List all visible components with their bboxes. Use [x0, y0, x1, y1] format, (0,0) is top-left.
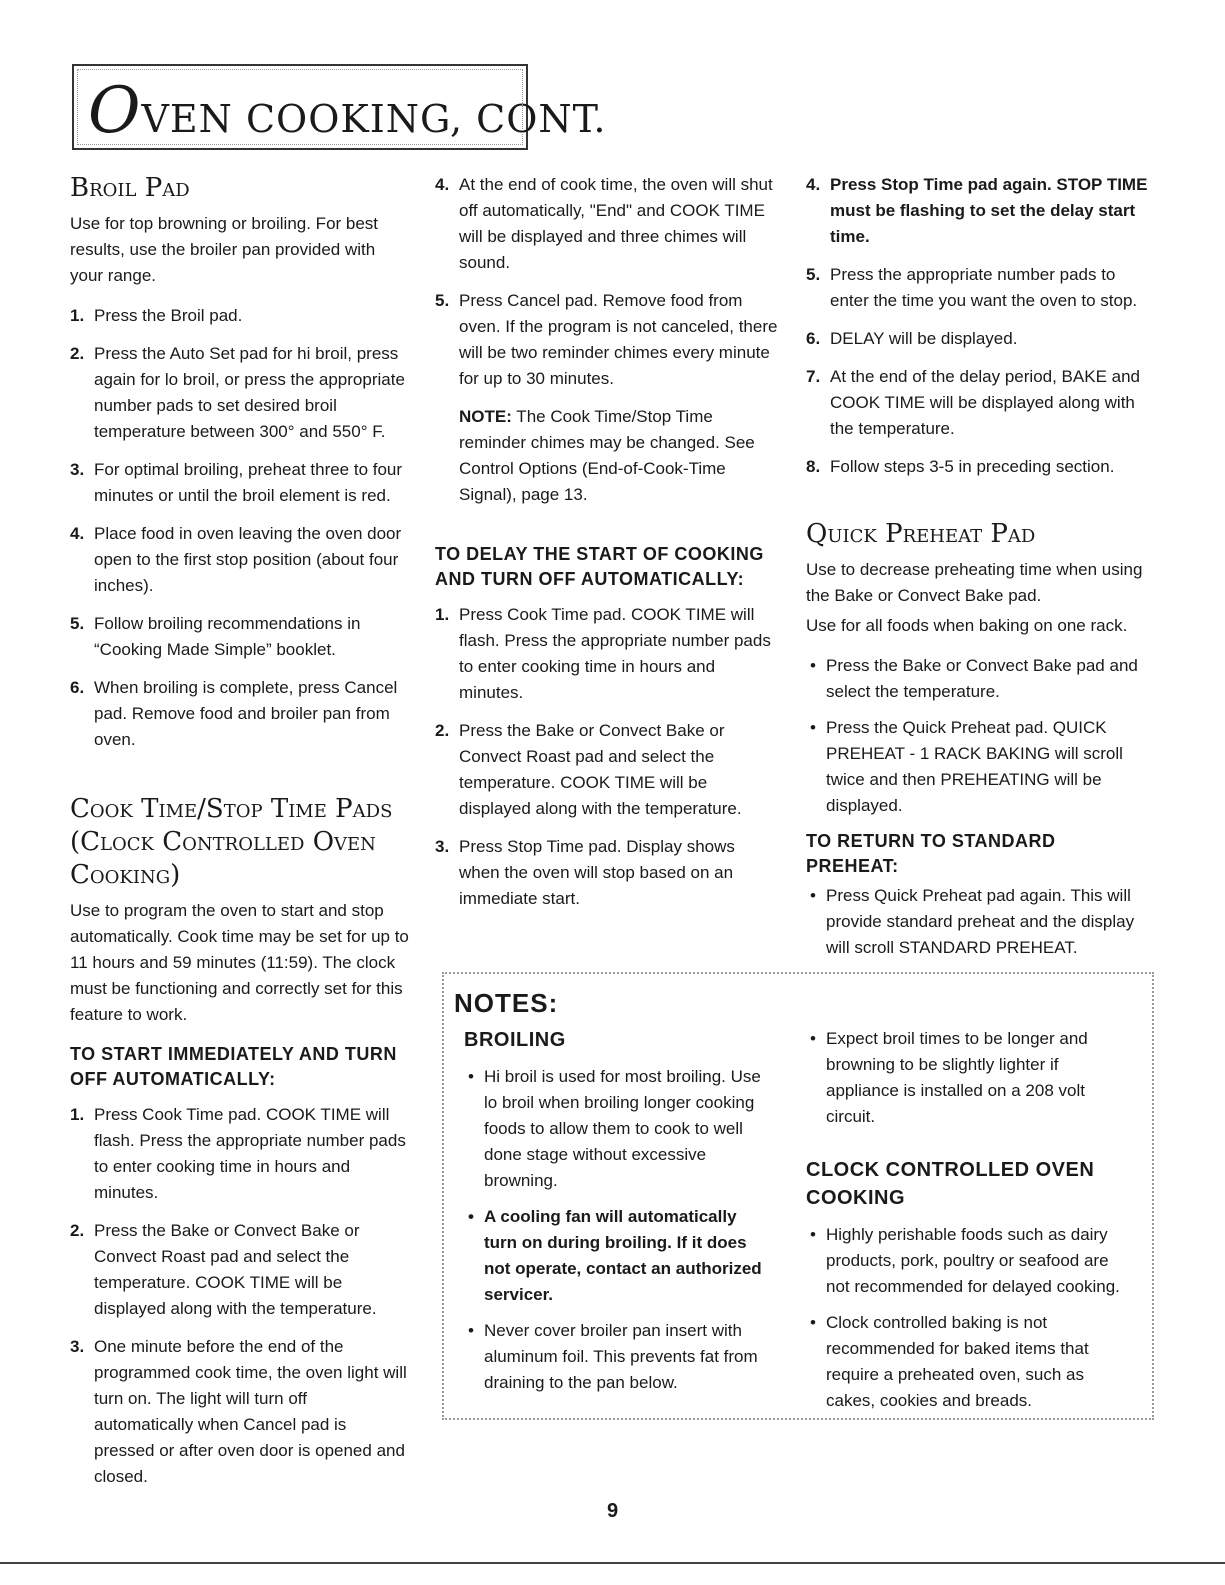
column-left [70, 172, 410, 1502]
list-item: • Never cover broiler pan insert with aluminum foil. This prevents fat from draining to the pan below. [464, 1318, 764, 1396]
bottom-rule [0, 1562, 1225, 1564]
clock-notes-heading: CLOCK CONTROLLED OVEN COOKING [806, 1159, 1095, 1209]
list-item: 5. Follow broiling recommendations in “Cooking Made Simple” booklet. [70, 614, 361, 659]
list-item: 2. Press the Auto Set pad for hi broil, press again for lo broil, or press the appropriate number pads to set desired broil temperature between 300° and 550° F. [70, 344, 405, 441]
column-right [806, 172, 1152, 971]
list-item: • Expect broil times to be longer and browning to be slightly lighter if appliance is installed on a 208 volt circuit. [806, 1026, 1124, 1130]
list-item: 8. Follow steps 3-5 in preceding section. [806, 457, 1115, 476]
list-item: • Clock controlled baking is not recommended for baked items that require a preheated oven, such as cakes, cookies and breads. [806, 1310, 1124, 1414]
list-item: 1. Press Cook Time pad. COOK TIME will flash. Press the appropriate number pads to enter cooking time in hours and minutes. [435, 605, 771, 702]
list-item: • Press the Quick Preheat pad. QUICK PREHEAT - 1 RACK BAKING will scroll twice and then PREHEATING will be displayed. [806, 715, 1152, 819]
list-item: 3. For optimal broiling, preheat three to four minutes or until the broil element is red. [70, 460, 403, 505]
start-immediately-steps [70, 1102, 410, 1490]
list-item: • Hi broil is used for most broiling. Use lo broil when broiling longer cooking foods to allow them to cook to well done stage without excessive browning. [464, 1064, 764, 1194]
list-item: 6. DELAY will be displayed. [806, 329, 1018, 348]
quick-intro-2: Use for all foods when baking on one rack. [806, 616, 1128, 635]
list-item: 3. One minute before the end of the programmed cook time, the oven light will turn on. The light will turn off automatically when Cancel pad is pressed or after oven door is opened and closed. [70, 1337, 407, 1486]
list-item: 5. Press the appropriate number pads to enter the time you want the oven to stop. [806, 265, 1138, 310]
list-item: 3. Press Stop Time pad. Display shows when the oven will stop based on an immediate start. [435, 837, 735, 908]
clock-notes [806, 1222, 1124, 1414]
delay-heading: TO DELAY THE START OF COOKING AND TURN OFF AUTOMATICALLY: [435, 544, 764, 589]
list-item: • A cooling fan will automatically turn on during broiling. If it does not operate, contact an authorized servicer. [464, 1204, 764, 1308]
list-item: 2. Press the Bake or Convect Bake or Convect Roast pad and select the temperature. COOK TIME will be displayed along with the temperature. [70, 1221, 377, 1318]
cook-time-intro: Use to program the oven to start and stop automatically. Cook time may be set for up to 11 hours and 59 minutes (11:59). The clock must be functioning and correctly set for this feature to work. [70, 901, 409, 1024]
broil-intro: Use for top browning or broiling. For best results, use the broiler pan provided with your range. [70, 214, 379, 285]
list-item: • Highly perishable foods such as dairy products, pork, poultry or seafood are not recommended for delayed cooking. [806, 1222, 1124, 1300]
broil-steps [70, 303, 410, 753]
list-item: 6. When broiling is complete, press Cancel pad. Remove food and broiler pan from oven. [70, 678, 398, 749]
quick-bullets [806, 653, 1152, 819]
list-item: 4. At the end of cook time, the oven will shut off automatically, "End" and COOK TIME will be displayed and three chimes will sound. [435, 175, 773, 272]
note-paragraph: NOTE: The Cook Time/Stop Time reminder chimes may be changed. See Control Options (End-of-Cook-Time Signal), page 13. [459, 407, 755, 504]
start-immediately-heading: TO START IMMEDIATELY AND TURN OFF AUTOMATICALLY: [70, 1044, 397, 1089]
return-bullets [806, 883, 1152, 961]
notes-title: NOTES: [454, 988, 559, 1018]
list-item: 2. Press the Bake or Convect Bake or Convect Roast pad and select the temperature. COOK TIME will be displayed along with the temperature. [435, 721, 742, 818]
broiling-notes [464, 1064, 764, 1396]
list-item: • Press the Bake or Convect Bake pad and select the temperature. [806, 653, 1152, 705]
notes-right [806, 1026, 1124, 1424]
notes-left [464, 1026, 764, 1406]
page-title: OVEN COOKING, CONT. [88, 74, 607, 148]
list-item: 4. Place food in oven leaving the oven door open to the first stop position (about four inches). [70, 524, 402, 595]
list-item: 7. At the end of the delay period, BAKE and COOK TIME will be displayed along with the temperature. [806, 367, 1140, 438]
delay-steps [435, 602, 780, 912]
list-item: 1. Press Cook Time pad. COOK TIME will flash. Press the appropriate number pads to enter cooking time in hours and minutes. [70, 1105, 406, 1202]
start-immediately-steps-continued [435, 172, 780, 392]
list-item: 5. Press Cancel pad. Remove food from oven. If the program is not canceled, there will be two reminder chimes every minute for up to 30 minutes. [435, 291, 778, 388]
broiling-notes-heading: BROILING [464, 1029, 566, 1051]
return-heading: TO RETURN TO STANDARD PREHEAT: [806, 831, 1056, 876]
delay-steps-continued [806, 172, 1152, 480]
list-item: 4. Press Stop Time pad again. STOP TIME must be flashing to set the delay start time. [806, 175, 1148, 246]
quick-intro-1: Use to decrease preheating time when using the Bake or Convect Bake pad. [806, 560, 1143, 605]
quick-preheat-heading: Quick Preheat Pad [806, 519, 1036, 549]
broil-heading: Broil Pad [70, 173, 190, 203]
page-title-box [72, 64, 607, 150]
broiling-notes-continued [806, 1026, 1124, 1130]
cook-time-heading: Cook Time/Stop Time Pads (Clock Controlled Oven Cooking) [70, 794, 393, 890]
notes-box [442, 972, 1154, 1420]
list-item: • Press Quick Preheat pad again. This will provide standard preheat and the display will scroll STANDARD PREHEAT. [806, 883, 1152, 961]
list-item: 1. Press the Broil pad. [70, 306, 243, 325]
page-number: 9 [606, 1500, 619, 1522]
column-middle [435, 172, 780, 924]
